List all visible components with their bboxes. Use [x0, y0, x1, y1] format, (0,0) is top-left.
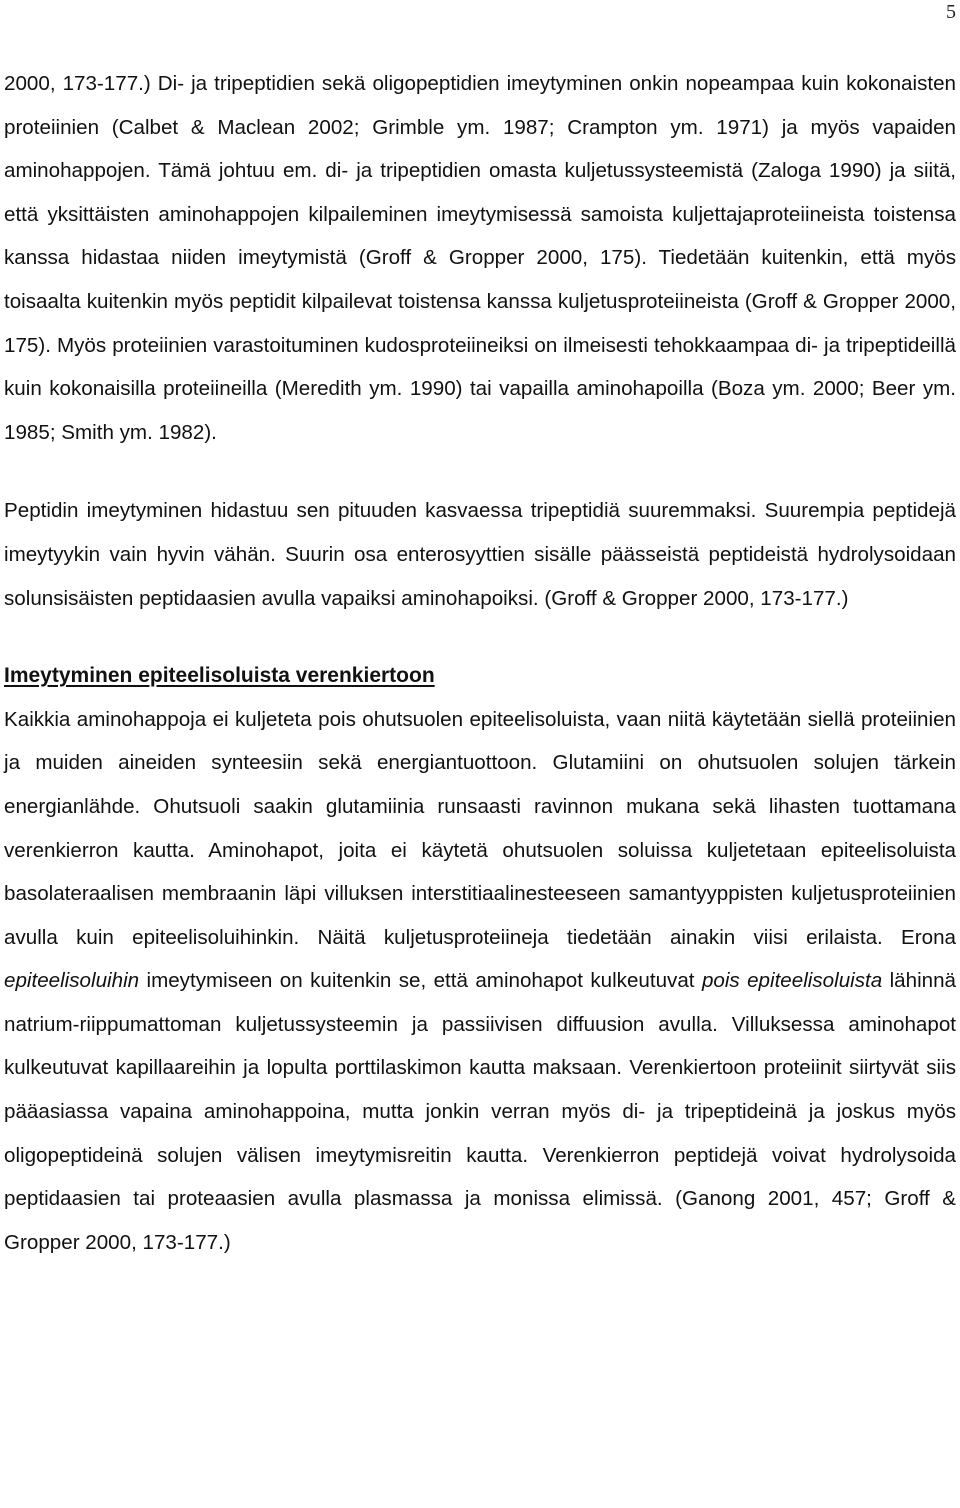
paragraph-text-segment: lähinnä natrium-riippumattoman kuljetussysteemin ja passiivisen diffuusion avulla. Villuksessa aminohapot kulkeutuvat kapillaareihin ja lopulta porttilaskimon kautta maksaan. Verenkiertoon proteiinit siirtyvät siis pääasiassa vapaina aminohappoina, mutta jonkin verran myös di- ja tripeptideinä ja joskus myös oligopeptideinä solujen välisen imeytymisreitin kautta. Verenkierron peptidejä voivat hydrolysoida peptidaasien tai proteaasien avulla plasmassa ja monissa elimissä. (Ganong 2001, 457; Groff & Gropper 2000, 173-177.) [4, 969, 957, 1254]
paragraph-text-segment: Kaikkia aminohappoja ei kuljeteta pois ohutsuolen epiteelisoluista, vaan niitä käytetään siellä proteiinien ja muiden aineiden synteesiin sekä energiantuottoon. Glutamiini on ohutsuolen solujen tärkein energianlähde. Ohutsuoli saakin glutamiinia runsaasti ravinnon mukana sekä lihasten tuottamana verenkierron kautta. Aminohapot, joita ei käytetä ohutsuolen soluissa kuljetetaan epiteelisoluista basolateraalisen membraanin läpi villuksen interstitiaalinesteeseen samantyyppisten kuljetusproteiinien avulla kuin epiteelisoluihinkin. Näitä kuljetusproteiineja tiedetään ainakin viisi erilaista. Erona [4, 707, 956, 949]
section-heading: Imeytyminen epiteelisoluista verenkiertoon [4, 664, 435, 688]
paragraph-peptide-length: Peptidin imeytyminen hidastuu sen pituuden kasvaessa tripeptidiä suuremmaksi. Suurempia peptidejä imeytyykin vain hyvin vähän. Suurin osa enterosyyttien sisälle päässeistä peptideistä hydrolysoidaan solunsisäisten peptidaasien avulla vapaiksi aminohapoiksi. (Groff & Gropper 2000, 173-177.) [4, 499, 956, 610]
italic-term: pois epiteelisoluista [701, 969, 883, 993]
paragraph-peptide-absorption: 2000, 173-177.) Di- ja tripeptidien sekä oligopeptidien imeytyminen onkin nopeampaa kuin kokonaisten proteiinien (Calbet & Maclean 2002; Grimble ym. 1987; Crampton ym. 1971) ja myös vapaiden aminohappojen. Tämä johtuu em. di- ja tripeptidien omasta kuljetussysteemistä (Zaloga 1990) ja siitä, että yksittäisten aminohappojen kilpaileminen imeytymisessä samoista kuljettajaproteiineista toistensa kanssa hidastaa niiden imeytymistä (Groff & Gropper 2000, 175). Tiedetään kuitenkin, että myös toisaalta kuitenkin myös peptidit kilpailevat toistensa kanssa kuljetusproteiineista (Groff & Gropper 2000, 175). Myös proteiinien varastoituminen kudosproteiineiksi on ilmeisesti tehokkaampaa di- ja tripeptideillä kuin kokonaisilla proteiineilla (Meredith ym. 1990) tai vapailla aminohapoilla (Boza ym. 2000; Beer ym. 1985; Smith ym. 1982). [4, 72, 956, 444]
italic-term: epiteelisoluihin [4, 969, 140, 993]
paragraph-bloodstream-absorption [4, 698, 956, 1265]
paragraph-text-segment: imeytymiseen on kuitenkin se, että aminohapot kulkeutuvat [139, 969, 702, 993]
page-number: 5 [946, 1, 956, 23]
document-body [4, 62, 956, 1264]
